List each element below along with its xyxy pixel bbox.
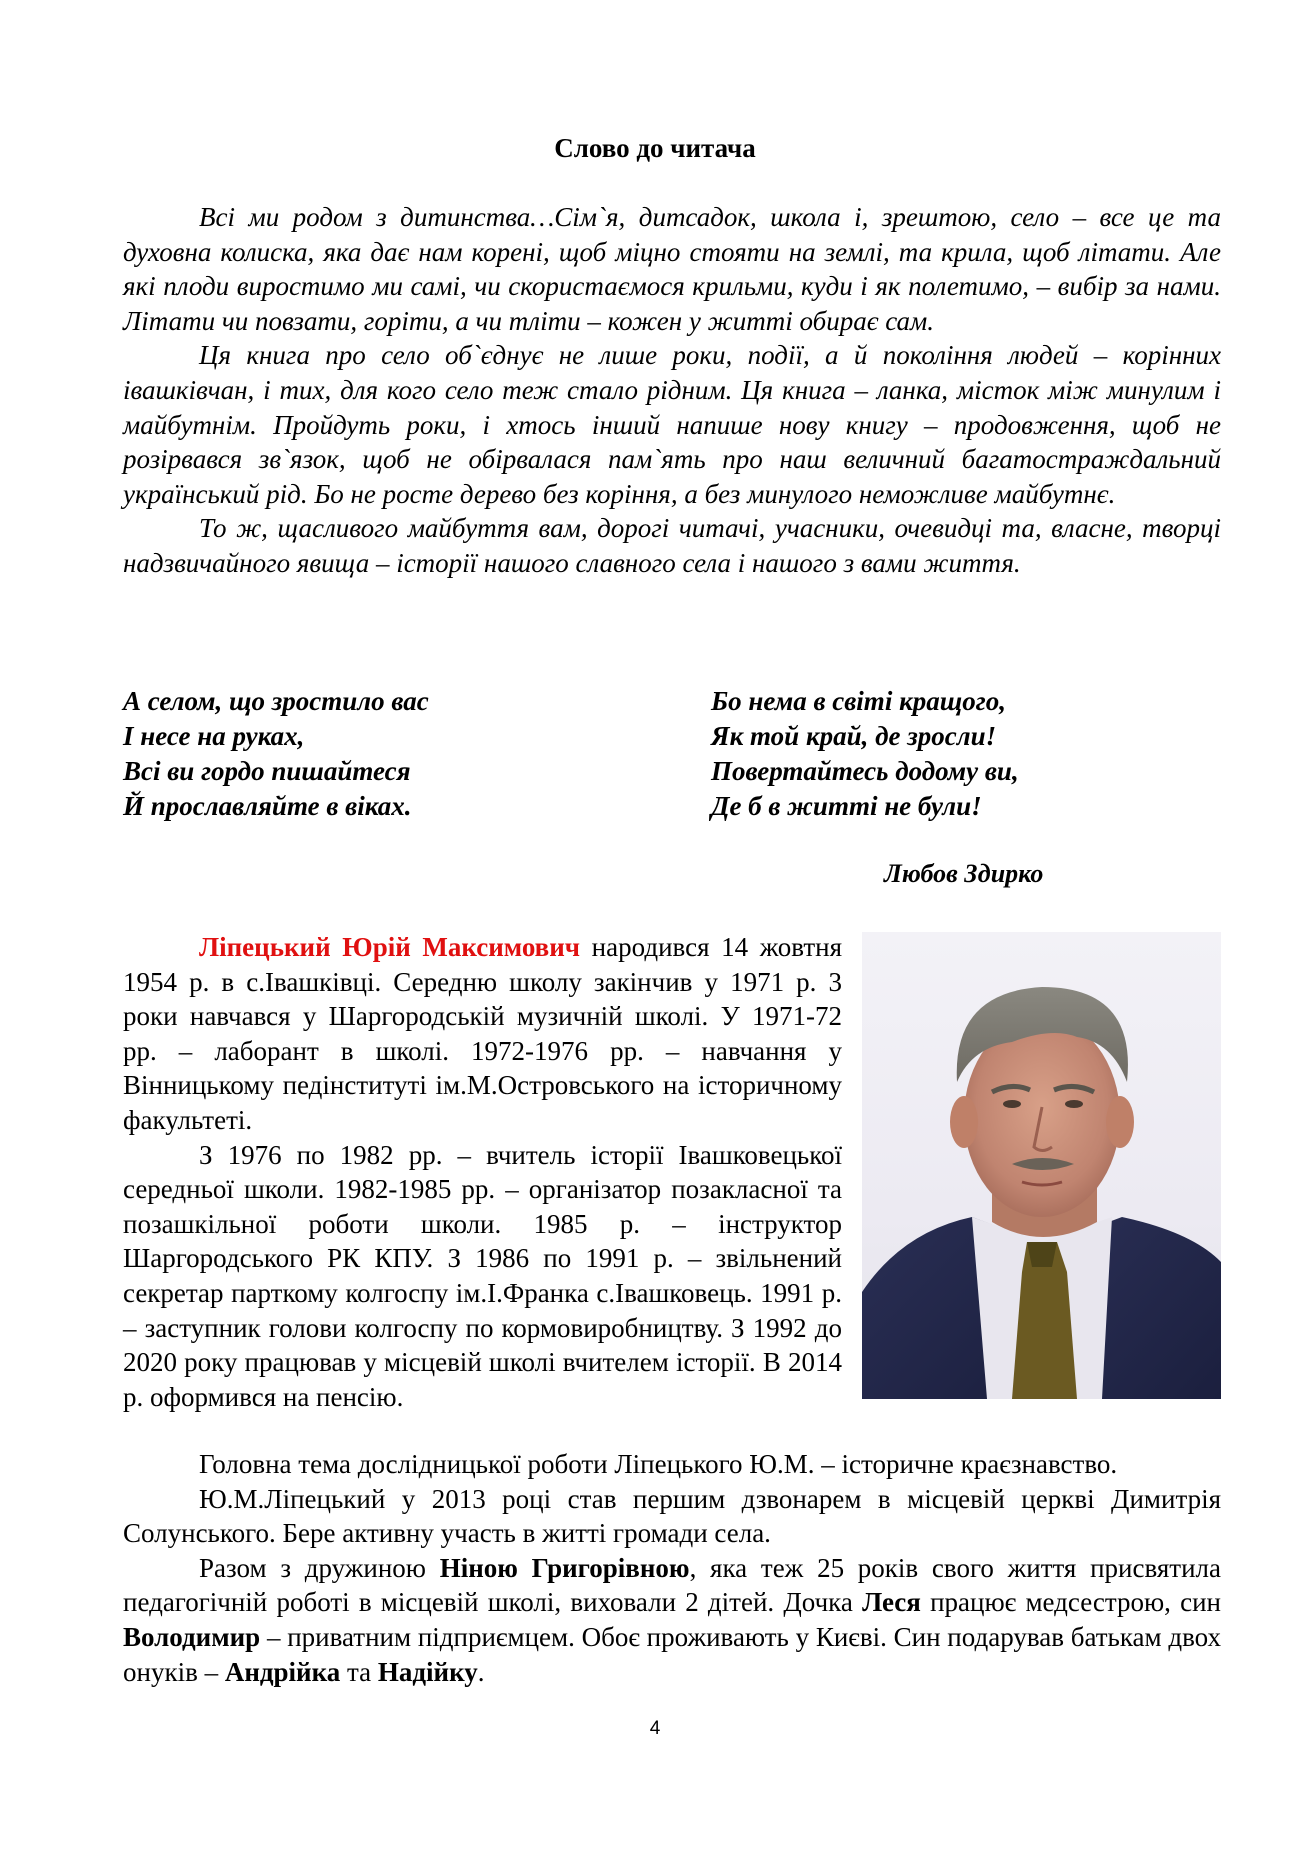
person-name: Ліпецький Юрій Максимович bbox=[199, 932, 581, 962]
bio-paragraph: Головна тема дослідницької роботи Ліпецького Ю.М. – історичне краєзнавство. bbox=[199, 1449, 1118, 1479]
poem-author: Любов Здирко bbox=[884, 859, 1044, 888]
intro-paragraph: То ж, щасливого майбуття вам, дорогі читачі, учасники, очевидці та, власне, творці надзвичайного явища – історії нашого славного села і нашого з вами життя. bbox=[123, 513, 1221, 578]
grandson-name: Андрійка bbox=[224, 1656, 341, 1687]
granddaughter-name: Надійку bbox=[377, 1656, 478, 1687]
bio-text: – приватним підприємцем. Обоє проживають у Києві. Син подарував батькам двох онуків – bbox=[123, 1621, 1222, 1687]
portrait-image bbox=[862, 932, 1221, 1399]
bio-text: народився 14 жовтня 1954 р. в с.Івашківці. Середню школу закінчив у 1971 р. 3 роки навчався у Шаргородській музичній школі. У 1971-72 рр. – лаборант в школі. 1972-1976 рр. – навчання у Вінницькому педінституті ім.М.Островського на історичному факультеті. bbox=[123, 932, 843, 1135]
poem-line: Всі ви гордо пишайтеся bbox=[123, 756, 411, 786]
portrait-photo bbox=[862, 932, 1221, 1399]
biography-continued bbox=[123, 1447, 1221, 1689]
bio-paragraph: Ю.М.Ліпецький у 2013 році став першим дзвонарем в місцевій церкві Димитрія Солунського. Бере активну участь в житті громади села. bbox=[123, 1483, 1221, 1549]
bio-text: Разом з дружиною bbox=[199, 1552, 440, 1583]
daughter-name: Леся bbox=[862, 1587, 921, 1618]
bio-text: , яка теж 25 років свого життя присвятила педагогічній роботі в місцевій школі, виховали 2 дітей. Дочка bbox=[123, 1552, 1221, 1618]
poem-line: А селом, що зростило вас bbox=[123, 686, 429, 716]
poem-line: І несе на руках, bbox=[123, 721, 305, 751]
page-number: 4 bbox=[649, 1718, 661, 1739]
poem-line: Де б в житті не були! bbox=[711, 791, 982, 821]
bio-text: . bbox=[477, 1656, 485, 1687]
biography-column bbox=[123, 930, 842, 1414]
poem-line: Й прославляйте в віках. bbox=[123, 791, 412, 821]
intro-paragraph: Ця книга про село об`єднує не лише роки, події, а й покоління людей – корінних івашківчан, і тих, для кого село теж стало рідним. Ця книга – ланка, місток між минулим і майбутнім. Пройдуть роки, і хтось інший напише нову книгу – продовження, щоб не розірвався зв`язок, щоб не обірвалася пам`ять про наш величний багатостраждальний український рід. Бо не росте дерево без коріння, а без минулого неможливе майбутнє. bbox=[123, 340, 1221, 509]
bio-text: працює медсестрою, син bbox=[920, 1587, 1221, 1618]
bio-paragraph bbox=[123, 930, 842, 1138]
wife-name: Ніною Григорівною bbox=[439, 1552, 690, 1583]
bio-paragraph bbox=[123, 1551, 1221, 1689]
page-title: Слово до читача bbox=[554, 133, 756, 163]
intro-paragraph: Всі ми родом з дитинства…Сім`я, дитсадок, школа і, зрештою, село – все це та духовна колиска, яка дає нам корені, щоб міцно стояти на землі, та крила, щоб літати. Але які плоди виростимо ми самі, чи скористаємося крильми, куди і як полетимо, – вибір за нами. Літати чи повзати, горіти, а чи тліти – кожен у житті обирає сам. bbox=[123, 202, 1221, 336]
intro-text bbox=[123, 200, 1221, 581]
bio-paragraph: З 1976 по 1982 рр. – вчитель історії Івашковецької середньої школи. 1982-1985 рр. – організатор позакласної та позашкільної роботи школи. 1985 р. – інструктор Шаргородського РК КПУ. З 1986 по 1991 р. – звільнений секретар парткому колгоспу ім.І.Франка с.Івашковець. 1991 р. – заступник голови колгоспу по кормовиробництву. З 1992 до 2020 року працював у місцевій школі вчителем історії. В 2014 р. оформився на пенсію. bbox=[123, 1139, 842, 1412]
poem-line: Бо нема в світі кращого, bbox=[711, 686, 1006, 716]
bio-text: та bbox=[340, 1656, 378, 1687]
son-name: Володимир bbox=[123, 1621, 261, 1652]
poem-right-column bbox=[711, 684, 1019, 824]
poem-line: Повертайтесь додому ви, bbox=[711, 756, 1019, 786]
poem-left-column bbox=[123, 684, 429, 824]
poem-line: Як той край, де зросли! bbox=[711, 721, 997, 751]
